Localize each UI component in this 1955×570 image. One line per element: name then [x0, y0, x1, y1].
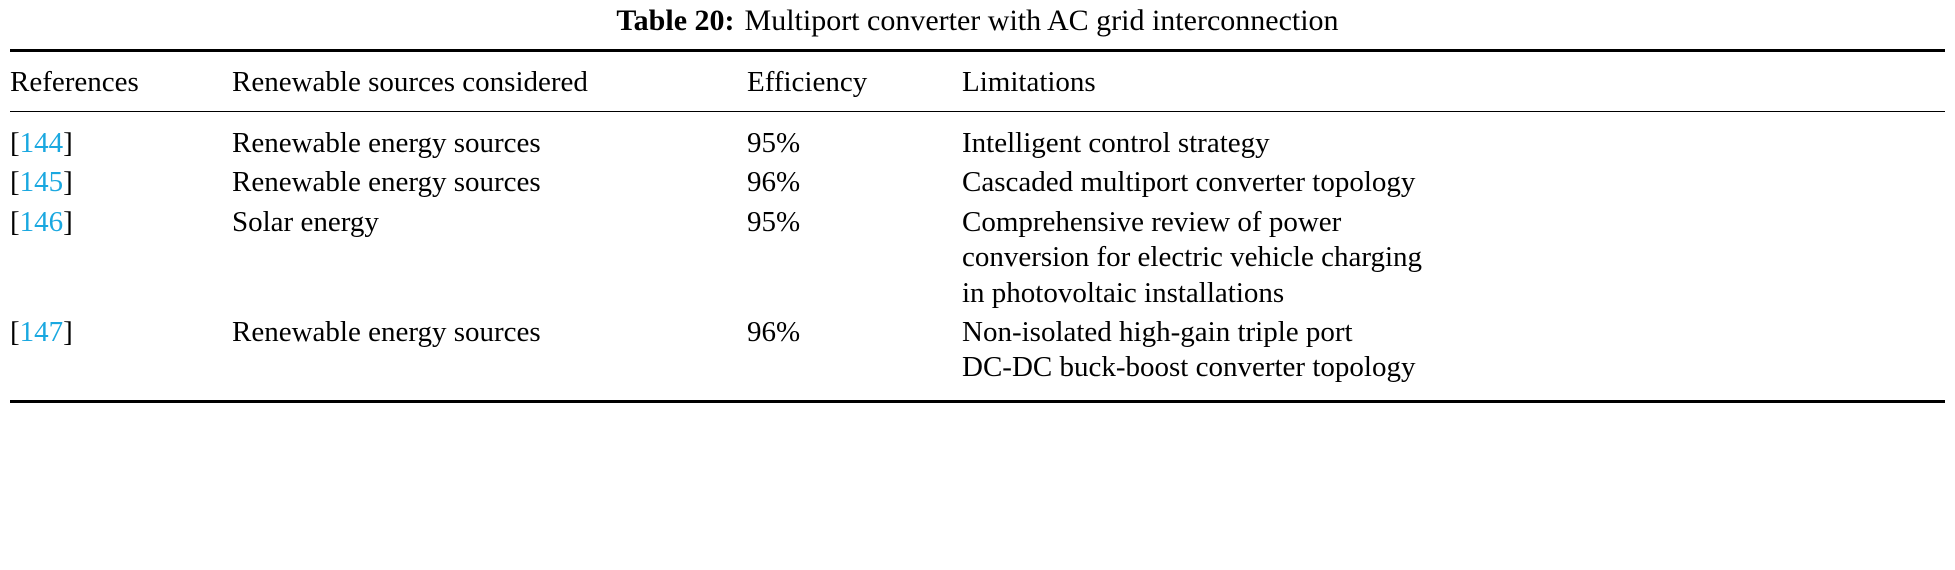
cell-sources: Renewable energy sources — [232, 112, 747, 164]
limitation-line: Intelligent control strategy — [962, 127, 1270, 159]
cell-limitations — [962, 163, 1945, 202]
table-row — [10, 203, 1945, 313]
table-caption-text: Multiport converter with AC grid interconnection — [744, 4, 1339, 37]
citation-number: 145 — [19, 166, 64, 199]
cell-efficiency: 95% — [747, 112, 962, 164]
cell-limitations — [962, 112, 1945, 164]
bracket-close: ] — [63, 315, 73, 348]
cell-reference — [10, 203, 232, 313]
cell-efficiency: 95% — [747, 205, 801, 238]
column-header-limitations: Limitations — [962, 51, 1945, 112]
bracket-open: [ — [10, 127, 20, 159]
column-header-sources: Renewable sources considered — [232, 51, 747, 112]
bracket-open: [ — [10, 166, 20, 199]
citation-link[interactable] — [10, 127, 73, 159]
cell-efficiency: 96% — [747, 166, 801, 199]
data-table — [10, 49, 1945, 403]
citation-link[interactable] — [10, 206, 73, 238]
cell-sources: Solar energy — [232, 205, 379, 238]
bracket-open: [ — [10, 205, 20, 238]
cell-efficiency: 96% — [747, 313, 962, 401]
cell-limitations — [962, 313, 1945, 401]
table-row — [10, 163, 1945, 202]
table-caption — [10, 0, 1945, 49]
limitation-line: Non-isolated high-gain triple port — [962, 315, 1353, 348]
limitation-line: Cascaded multiport converter topology — [962, 166, 1416, 199]
cell-reference — [10, 313, 232, 401]
bracket-close: ] — [63, 166, 73, 199]
table-body — [10, 112, 1945, 402]
citation-number: 144 — [19, 127, 64, 159]
limitation-line: Comprehensive review of power — [962, 205, 1342, 238]
table-caption-label: Table 20: — [616, 4, 735, 37]
citation-link[interactable] — [10, 316, 73, 348]
cell-reference — [10, 112, 232, 164]
citation-number: 146 — [19, 205, 64, 238]
citation-link[interactable] — [10, 166, 73, 198]
limitation-line: conversion for electric vehicle charging — [962, 241, 1423, 274]
limitation-line: in photovoltaic installations — [962, 276, 1285, 309]
cell-sources: Renewable energy sources — [232, 313, 747, 401]
bracket-close: ] — [63, 127, 73, 159]
cell-sources: Renewable energy sources — [232, 166, 541, 199]
cell-reference — [10, 163, 232, 202]
bracket-open: [ — [10, 315, 20, 348]
column-header-references: References — [10, 51, 232, 112]
bracket-close: ] — [63, 205, 73, 238]
table-row — [10, 313, 1945, 401]
table-header — [10, 51, 1945, 112]
table-row — [10, 112, 1945, 164]
column-header-efficiency: Efficiency — [747, 51, 962, 112]
cell-limitations — [962, 203, 1945, 313]
citation-number: 147 — [19, 315, 64, 348]
table-header-row — [10, 51, 1945, 112]
limitation-line: DC-DC buck-boost converter topology — [962, 351, 1416, 384]
